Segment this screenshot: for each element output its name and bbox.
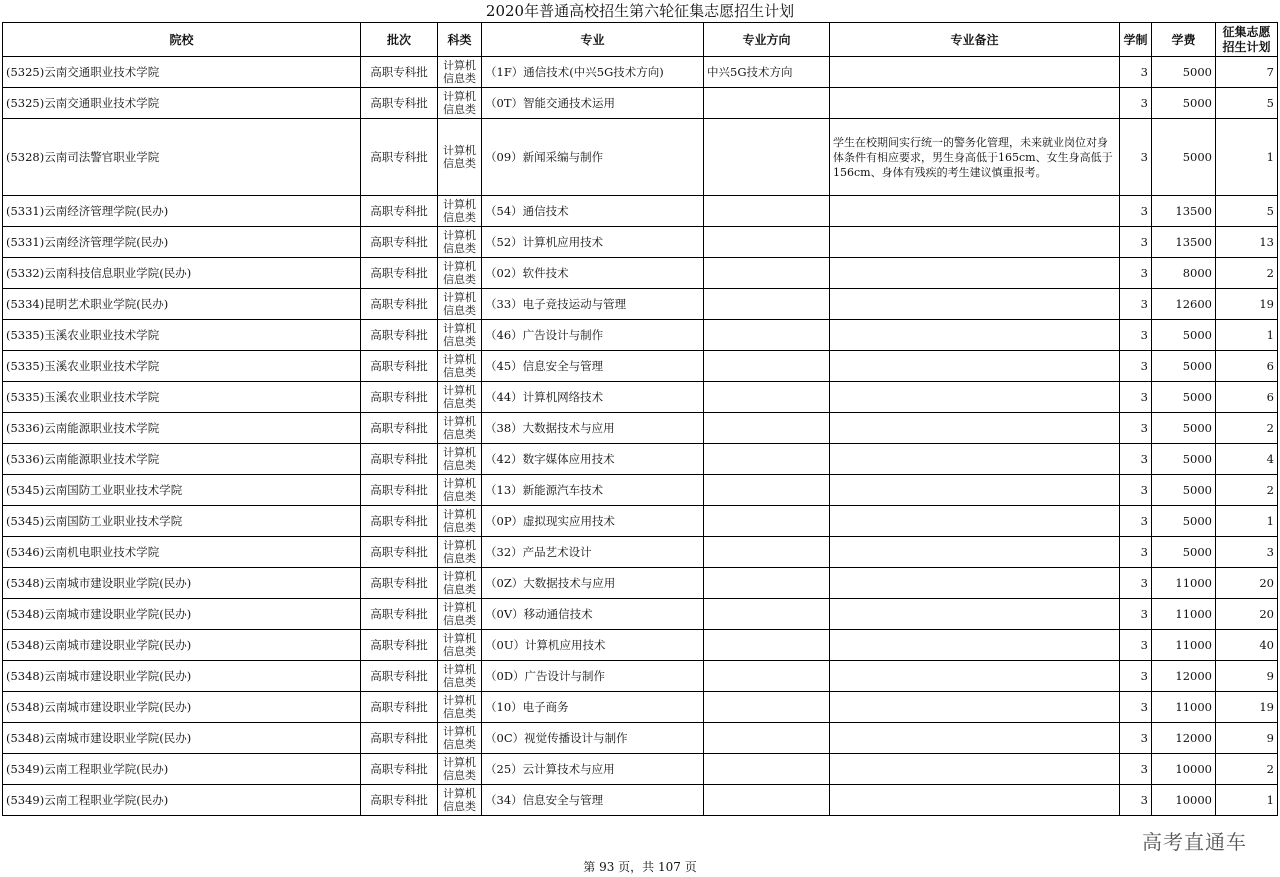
cell-category: 计算机信息类 [438,506,482,537]
cell-batch: 高职专科批 [361,506,438,537]
cell-batch: 高职专科批 [361,88,438,119]
table-row [3,537,1278,568]
cell-batch: 高职专科批 [361,537,438,568]
cell-years: 3 [1120,289,1152,320]
table-row [3,119,1278,196]
cell-direction [704,723,830,754]
table-row [3,444,1278,475]
cell-major: （0U）计算机应用技术 [482,630,704,661]
cell-major: （44）计算机网络技术 [482,382,704,413]
cell-category: 计算机信息类 [438,599,482,630]
cell-years: 3 [1120,692,1152,723]
cell-years: 3 [1120,320,1152,351]
cell-major: （52）计算机应用技术 [482,227,704,258]
cell-batch: 高职专科批 [361,258,438,289]
cell-note [830,692,1120,723]
cell-fee: 13500 [1152,227,1216,258]
cell-years: 3 [1120,413,1152,444]
cell-plan: 7 [1216,57,1278,88]
cell-direction [704,258,830,289]
cell-school: (5349)云南工程职业学院(民办) [3,785,361,816]
cell-plan: 2 [1216,258,1278,289]
cell-category: 计算机信息类 [438,227,482,258]
cell-plan: 19 [1216,692,1278,723]
cell-category: 计算机信息类 [438,351,482,382]
header-category: 科类 [438,23,482,57]
table-row [3,475,1278,506]
cell-direction [704,88,830,119]
header-batch: 批次 [361,23,438,57]
cell-plan: 20 [1216,599,1278,630]
cell-plan: 13 [1216,227,1278,258]
cell-plan: 2 [1216,475,1278,506]
cell-fee: 5000 [1152,351,1216,382]
cell-fee: 5000 [1152,506,1216,537]
header-years: 学制 [1120,23,1152,57]
cell-plan: 1 [1216,119,1278,196]
cell-fee: 5000 [1152,320,1216,351]
watermark: 高考直通车 [1142,830,1247,854]
table-row [3,289,1278,320]
cell-note [830,785,1120,816]
cell-category: 计算机信息类 [438,537,482,568]
cell-category: 计算机信息类 [438,785,482,816]
cell-note [830,88,1120,119]
cell-plan: 2 [1216,413,1278,444]
cell-note [830,475,1120,506]
cell-major: （0D）广告设计与制作 [482,661,704,692]
header-school: 院校 [3,23,361,57]
cell-note [830,351,1120,382]
cell-category: 计算机信息类 [438,57,482,88]
cell-batch: 高职专科批 [361,723,438,754]
cell-note [830,568,1120,599]
table-row [3,88,1278,119]
cell-fee: 12600 [1152,289,1216,320]
cell-fee: 11000 [1152,568,1216,599]
page-title: 2020年普通高校招生第六轮征集志愿招生计划 [485,2,795,20]
cell-years: 3 [1120,57,1152,88]
cell-major: （0P）虚拟现实应用技术 [482,506,704,537]
cell-years: 3 [1120,351,1152,382]
cell-direction [704,444,830,475]
cell-years: 3 [1120,754,1152,785]
cell-plan: 5 [1216,196,1278,227]
cell-note [830,413,1120,444]
cell-school: (5332)云南科技信息职业学院(民办) [3,258,361,289]
cell-major: （02）软件技术 [482,258,704,289]
header-plan: 征集志愿招生计划 [1216,23,1278,57]
cell-plan: 1 [1216,785,1278,816]
cell-batch: 高职专科批 [361,754,438,785]
cell-school: (5349)云南工程职业学院(民办) [3,754,361,785]
cell-school: (5348)云南城市建设职业学院(民办) [3,723,361,754]
page-footer: 第 93 页，共 107 页 [583,860,697,874]
cell-years: 3 [1120,537,1152,568]
cell-years: 3 [1120,630,1152,661]
cell-batch: 高职专科批 [361,289,438,320]
cell-major: （42）数字媒体应用技术 [482,444,704,475]
cell-batch: 高职专科批 [361,320,438,351]
header-major: 专业 [482,23,704,57]
cell-note [830,599,1120,630]
cell-direction [704,119,830,196]
cell-fee: 13500 [1152,196,1216,227]
cell-note [830,754,1120,785]
cell-batch: 高职专科批 [361,599,438,630]
cell-fee: 12000 [1152,661,1216,692]
cell-direction [704,506,830,537]
cell-category: 计算机信息类 [438,196,482,227]
cell-direction [704,196,830,227]
cell-note [830,630,1120,661]
cell-fee: 12000 [1152,723,1216,754]
cell-direction [704,630,830,661]
cell-plan: 20 [1216,568,1278,599]
cell-batch: 高职专科批 [361,119,438,196]
cell-years: 3 [1120,661,1152,692]
cell-note [830,537,1120,568]
table-row [3,258,1278,289]
cell-years: 3 [1120,475,1152,506]
cell-batch: 高职专科批 [361,57,438,88]
cell-major: （13）新能源汽车技术 [482,475,704,506]
cell-years: 3 [1120,723,1152,754]
cell-fee: 5000 [1152,119,1216,196]
cell-plan: 6 [1216,382,1278,413]
cell-note [830,196,1120,227]
table-row [3,506,1278,537]
cell-direction [704,351,830,382]
cell-school: (5348)云南城市建设职业学院(民办) [3,599,361,630]
table-row [3,723,1278,754]
table-row [3,754,1278,785]
cell-note [830,723,1120,754]
table-row [3,351,1278,382]
cell-plan: 3 [1216,537,1278,568]
cell-category: 计算机信息类 [438,413,482,444]
cell-major: （1F）通信技术(中兴5G技术方向) [482,57,704,88]
cell-direction [704,661,830,692]
cell-plan: 6 [1216,351,1278,382]
table-row [3,661,1278,692]
cell-school: (5348)云南城市建设职业学院(民办) [3,661,361,692]
table-row [3,196,1278,227]
cell-direction [704,537,830,568]
cell-category: 计算机信息类 [438,382,482,413]
cell-years: 3 [1120,506,1152,537]
cell-years: 3 [1120,568,1152,599]
cell-years: 3 [1120,382,1152,413]
cell-direction [704,568,830,599]
cell-fee: 11000 [1152,599,1216,630]
table-body [3,57,1278,816]
cell-major: （38）大数据技术与应用 [482,413,704,444]
cell-direction [704,382,830,413]
cell-major: （09）新闻采编与制作 [482,119,704,196]
cell-batch: 高职专科批 [361,568,438,599]
table-row [3,57,1278,88]
cell-batch: 高职专科批 [361,785,438,816]
cell-major: （45）信息安全与管理 [482,351,704,382]
cell-direction [704,475,830,506]
header-note: 专业备注 [830,23,1120,57]
cell-major: （25）云计算技术与应用 [482,754,704,785]
cell-school: (5325)云南交通职业技术学院 [3,88,361,119]
cell-years: 3 [1120,599,1152,630]
cell-batch: 高职专科批 [361,382,438,413]
cell-direction [704,289,830,320]
cell-years: 3 [1120,258,1152,289]
cell-major: （0V）移动通信技术 [482,599,704,630]
cell-note [830,320,1120,351]
cell-category: 计算机信息类 [438,692,482,723]
cell-direction [704,599,830,630]
cell-years: 3 [1120,444,1152,475]
table-row [3,413,1278,444]
table-row [3,382,1278,413]
cell-major: （33）电子竞技运动与管理 [482,289,704,320]
cell-batch: 高职专科批 [361,196,438,227]
cell-plan: 1 [1216,320,1278,351]
cell-major: （32）产品艺术设计 [482,537,704,568]
cell-note [830,227,1120,258]
table-row [3,320,1278,351]
cell-batch: 高职专科批 [361,227,438,258]
cell-batch: 高职专科批 [361,692,438,723]
cell-years: 3 [1120,196,1152,227]
cell-major: （0T）智能交通技术运用 [482,88,704,119]
cell-direction [704,413,830,444]
cell-plan: 19 [1216,289,1278,320]
cell-school: (5334)昆明艺术职业学院(民办) [3,289,361,320]
cell-category: 计算机信息类 [438,289,482,320]
cell-direction: 中兴5G技术方向 [704,57,830,88]
cell-years: 3 [1120,119,1152,196]
cell-note [830,661,1120,692]
cell-major: （0Z）大数据技术与应用 [482,568,704,599]
cell-batch: 高职专科批 [361,413,438,444]
cell-school: (5335)玉溪农业职业技术学院 [3,320,361,351]
admission-plan-table [2,22,1278,816]
cell-school: (5345)云南国防工业职业技术学院 [3,506,361,537]
table-header-row [3,23,1278,57]
cell-plan: 4 [1216,444,1278,475]
cell-note [830,57,1120,88]
cell-plan: 40 [1216,630,1278,661]
cell-fee: 5000 [1152,475,1216,506]
header-direction: 专业方向 [704,23,830,57]
cell-school: (5348)云南城市建设职业学院(民办) [3,568,361,599]
cell-fee: 5000 [1152,57,1216,88]
cell-plan: 9 [1216,661,1278,692]
cell-category: 计算机信息类 [438,723,482,754]
cell-fee: 5000 [1152,382,1216,413]
cell-category: 计算机信息类 [438,119,482,196]
table-row [3,227,1278,258]
cell-note: 学生在校期间实行统一的警务化管理，未来就业岗位对身体条件有相应要求，男生身高低于165cm、女生身高低于156cm、身体有残疾的考生建议慎重报考。 [830,119,1120,196]
cell-category: 计算机信息类 [438,320,482,351]
cell-note [830,382,1120,413]
cell-batch: 高职专科批 [361,475,438,506]
cell-fee: 10000 [1152,754,1216,785]
cell-major: （46）广告设计与制作 [482,320,704,351]
header-fee: 学费 [1152,23,1216,57]
cell-school: (5336)云南能源职业技术学院 [3,444,361,475]
cell-note [830,506,1120,537]
cell-direction [704,320,830,351]
cell-batch: 高职专科批 [361,444,438,475]
table-row [3,568,1278,599]
cell-school: (5336)云南能源职业技术学院 [3,413,361,444]
cell-major: （0C）视觉传播设计与制作 [482,723,704,754]
cell-category: 计算机信息类 [438,258,482,289]
cell-school: (5331)云南经济管理学院(民办) [3,227,361,258]
cell-category: 计算机信息类 [438,630,482,661]
cell-category: 计算机信息类 [438,568,482,599]
cell-direction [704,692,830,723]
cell-fee: 5000 [1152,413,1216,444]
cell-note [830,289,1120,320]
table-row [3,692,1278,723]
cell-fee: 11000 [1152,692,1216,723]
cell-category: 计算机信息类 [438,661,482,692]
table-row [3,785,1278,816]
cell-fee: 11000 [1152,630,1216,661]
cell-batch: 高职专科批 [361,661,438,692]
cell-school: (5328)云南司法警官职业学院 [3,119,361,196]
cell-batch: 高职专科批 [361,630,438,661]
cell-fee: 8000 [1152,258,1216,289]
cell-category: 计算机信息类 [438,754,482,785]
cell-school: (5335)玉溪农业职业技术学院 [3,351,361,382]
cell-plan: 2 [1216,754,1278,785]
cell-fee: 10000 [1152,785,1216,816]
cell-direction [704,785,830,816]
cell-fee: 5000 [1152,444,1216,475]
cell-category: 计算机信息类 [438,88,482,119]
cell-school: (5331)云南经济管理学院(民办) [3,196,361,227]
table-row [3,630,1278,661]
cell-plan: 5 [1216,88,1278,119]
cell-years: 3 [1120,227,1152,258]
cell-major: （10）电子商务 [482,692,704,723]
cell-school: (5325)云南交通职业技术学院 [3,57,361,88]
cell-school: (5335)玉溪农业职业技术学院 [3,382,361,413]
cell-note [830,258,1120,289]
cell-category: 计算机信息类 [438,444,482,475]
cell-category: 计算机信息类 [438,475,482,506]
cell-years: 3 [1120,88,1152,119]
cell-school: (5345)云南国防工业职业技术学院 [3,475,361,506]
cell-plan: 9 [1216,723,1278,754]
cell-note [830,444,1120,475]
cell-major: （34）信息安全与管理 [482,785,704,816]
cell-fee: 5000 [1152,537,1216,568]
cell-batch: 高职专科批 [361,351,438,382]
table-row [3,599,1278,630]
cell-school: (5348)云南城市建设职业学院(民办) [3,630,361,661]
cell-school: (5348)云南城市建设职业学院(民办) [3,692,361,723]
cell-major: （54）通信技术 [482,196,704,227]
cell-direction [704,754,830,785]
cell-fee: 5000 [1152,88,1216,119]
cell-school: (5346)云南机电职业技术学院 [3,537,361,568]
cell-years: 3 [1120,785,1152,816]
cell-direction [704,227,830,258]
cell-plan: 1 [1216,506,1278,537]
